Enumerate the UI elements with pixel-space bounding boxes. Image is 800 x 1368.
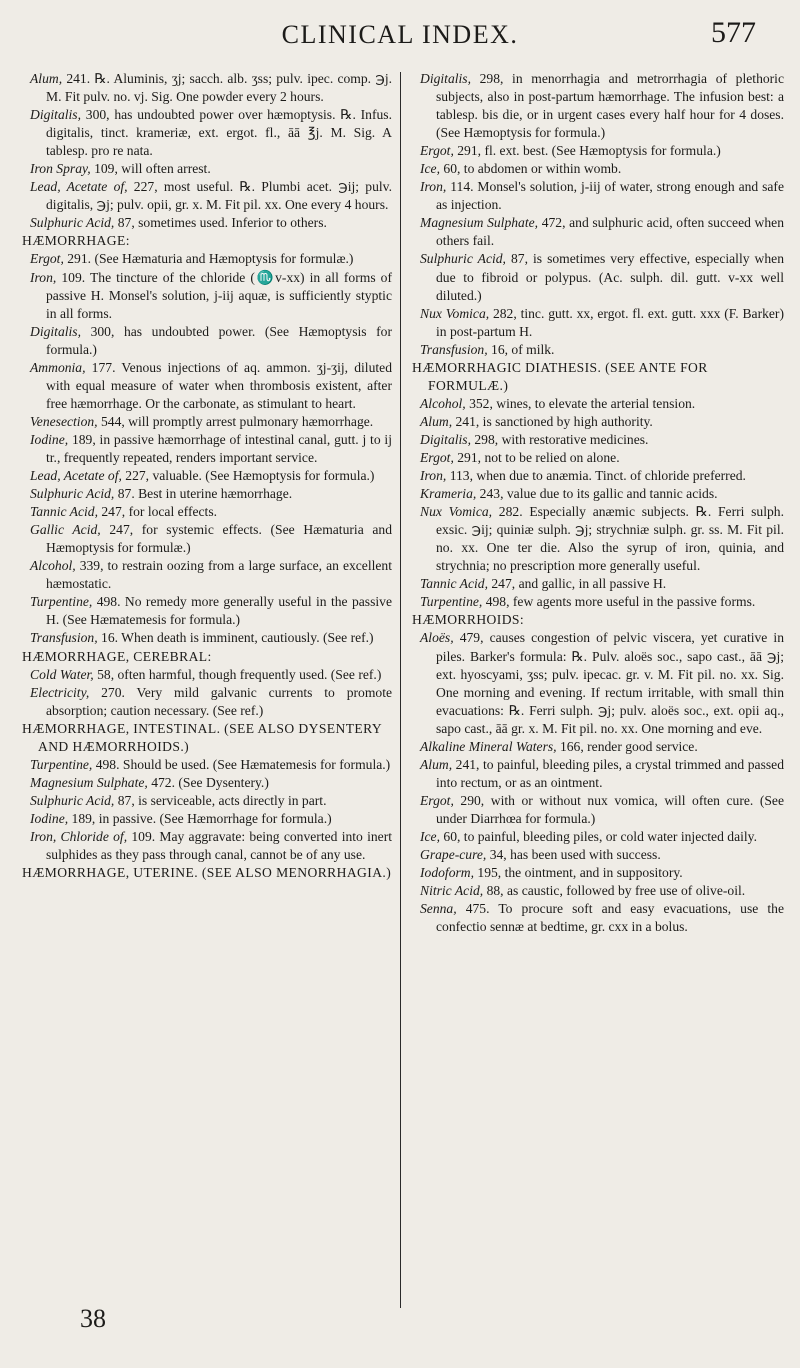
index-entry [22, 214, 392, 232]
index-entry [412, 341, 784, 359]
remedy-name: Lead, Acetate of, [30, 179, 128, 195]
remedy-name: Magnesium Sulphate, [30, 774, 148, 790]
entry-text: 282, tinc. gutt. xx, ergot. fl. ext. gutt. xxx (F. Barker) in post-partum H. [436, 305, 784, 339]
index-entry [22, 106, 392, 160]
remedy-name: Alum, [30, 71, 63, 86]
index-entry [412, 178, 784, 214]
entry-text: 166, render good service. [556, 738, 698, 754]
entry-text: 241, to painful, bleeding piles, a crystal trimmed and passed into rectum, or as an ointment. [436, 756, 784, 790]
entry-text: 544, will promptly arrest pulmonary hæmorrhage. [97, 413, 374, 429]
remedy-name: Cold Water, [30, 666, 94, 682]
remedy-name: Venesection, [30, 413, 98, 429]
entry-text: 60, to painful, bleeding piles, or cold water injected daily. [440, 828, 757, 844]
remedy-name: Transfusion, [420, 341, 488, 357]
remedy-name: Gallic Acid, [30, 522, 101, 538]
index-entry [412, 882, 784, 900]
index-entry [412, 503, 784, 575]
running-title: CLINICAL INDEX. [281, 20, 519, 49]
index-entry [412, 846, 784, 864]
entry-text: 87, sometimes used. Inferior to others. [114, 215, 327, 231]
index-heading: HÆMORRHAGE, CEREBRAL: [22, 648, 212, 664]
entry-text: 60, to abdomen or within womb. [440, 161, 622, 177]
index-entry [412, 593, 784, 611]
index-entry [22, 629, 392, 647]
remedy-name: Sulphuric Acid, [420, 251, 506, 267]
index-entry [412, 756, 784, 792]
entry-text: 189, in passive. (See Hæmorrhage for formula.) [68, 810, 332, 826]
page-number: 577 [711, 16, 756, 49]
entry-text: 298, in menorrhagia and metrorrhagia of plethoric subjects, also in post-partum hæmorrhage. The infusion best: a tablesp. bis die, or in urgent cases every half hour for 4 doses. (See Hæmoptysis for formula.) [436, 71, 784, 141]
index-entry [22, 521, 392, 557]
entry-text: 227, valuable. (See Hæmoptysis for formula.) [121, 468, 375, 484]
remedy-name: Magnesium Sulphate, [420, 215, 539, 231]
remedy-name: Iodoform, [420, 865, 474, 881]
index-entry [22, 792, 392, 810]
entry-text: 498. No remedy more generally useful in the passive H. (See Hæmatemesis for formula.) [46, 594, 392, 628]
entry-text: 87. Best in uterine hæmorrhage. [114, 486, 293, 502]
entry-text: 472. (See Dysentery.) [147, 774, 269, 790]
index-entry [22, 557, 392, 593]
remedy-name: Sulphuric Acid, [30, 792, 115, 808]
index-entry [412, 413, 784, 431]
entry-text: 291. (See Hæmaturia and Hæmoptysis for formulæ.) [63, 251, 354, 267]
remedy-name: Alum, [420, 756, 453, 772]
entry-text: 243, value due to its gallic and tannic acids. [476, 486, 718, 502]
index-entry [22, 756, 392, 774]
remedy-name: Iron, [30, 269, 57, 285]
remedy-name: Digitalis, [30, 323, 81, 339]
remedy-name: Alum, [420, 413, 453, 429]
remedy-name: Nitric Acid, [420, 883, 484, 899]
entry-text: 109. The tincture of the chloride (♏v-xx) in all forms of passive H. Monsel's solution, j-iij aquæ, is sufficiently styptic in all forms. [46, 269, 392, 321]
entry-text: 290, with or without nux vomica, will often cure. (See under Diarrhœa for formula.) [436, 792, 784, 826]
index-heading: HÆMORRHAGIC DIATHESIS. (SEE ANTE FOR FORMULÆ.) [412, 359, 708, 393]
entry-text: 298, with restorative medicines. [470, 431, 649, 447]
index-entry [412, 250, 784, 304]
entry-text: 87, is serviceable, acts directly in part. [114, 792, 327, 808]
index-entry [22, 774, 392, 792]
entry-text: 34, has been used with success. [486, 847, 661, 863]
index-entry [22, 323, 392, 359]
remedy-name: Nux Vomica, [420, 504, 493, 520]
index-entry [22, 250, 392, 268]
remedy-name: Turpentine, [420, 594, 483, 610]
index-entry [412, 485, 784, 503]
remedy-name: Iron, Chloride of, [30, 828, 128, 844]
remedy-name: Alcohol, [30, 558, 76, 574]
entry-text: 16, of milk. [487, 341, 555, 357]
remedy-name: Ergot, [420, 143, 454, 159]
remedy-name: Ammonia, [30, 359, 86, 375]
index-heading: HÆMORRHAGE, UTERINE. (SEE ALSO MENORRHAGIA.) [22, 865, 392, 881]
remedy-name: Alcohol, [420, 395, 466, 411]
entry-text: 498. Should be used. (See Hæmatemesis for formula.) [92, 756, 391, 772]
entry-text: 300, has undoubted power over hæmoptysis. ℞. Infus. digitalis, tinct. krameriæ, ext. ergot. fl., āā ℥j. M. Sig. A tablesp. pro re nata. [46, 107, 392, 159]
signature-mark: 38 [80, 1304, 106, 1333]
index-entry [22, 684, 392, 720]
index-heading: HÆMORRHAGE: [22, 233, 130, 249]
index-entry [412, 214, 784, 250]
entry-text: 270. Very mild galvanic currents to promote absorption; caution necessary. (See ref.) [46, 684, 392, 718]
entry-text: 247, for systemic effects. (See Hæmaturia and Hæmoptysis for formulæ.) [46, 522, 392, 556]
remedy-name: Ergot, [30, 251, 64, 267]
entry-text: 241. ℞. Aluminis, ʒj; sacch. alb. ʒss; pulv. ipec. comp. ℈j. M. Fit pulv. no. vj. Sig. One powder every 2 hours. [46, 71, 392, 105]
remedy-name: Iodine, [30, 431, 69, 447]
index-entry [412, 467, 784, 485]
index-entry [22, 431, 392, 467]
index-entry [22, 503, 392, 521]
remedy-name: Digitalis, [420, 71, 471, 86]
entry-text: 282. Especially anæmic subjects. ℞. Ferri sulph. exsic. ℈ij; quiniæ sulph. ℈j; strychniæ sulph. gr. ss. M. Fit pil. no. xx. One ter die. Also the syrup of iron, quinia, and strychnia; no prescription more generally useful. [436, 504, 784, 574]
remedy-name: Tannic Acid, [420, 576, 488, 592]
index-entry [22, 810, 392, 828]
entry-text: 227, most useful. ℞. Plumbi acet. ℈ij; pulv. digitalis, ℈j; pulv. opii, gr. x. M. Fit pil. xx. One every 4 hours. [46, 179, 392, 213]
entry-text: 498, few agents more useful in the passive forms. [482, 594, 756, 610]
remedy-name: Grape-cure, [420, 847, 487, 863]
entry-text: 352, wines, to elevate the arterial tension. [465, 395, 696, 411]
index-entry [412, 900, 784, 936]
entry-text: 109, will often arrest. [90, 161, 211, 177]
index-entry [22, 828, 392, 864]
remedy-name: Ice, [420, 161, 440, 177]
entry-text: 109. May aggravate: being converted into inert sulphides as they pass through canal, cannot be of any use. [46, 828, 392, 863]
index-entry [412, 160, 784, 178]
index-entry [22, 160, 392, 178]
index-entry [412, 738, 784, 756]
entry-text: 177. Venous injections of aq. ammon. ʒj-ʒij, diluted with equal measure of water when thrombosis existent, after free hæmorrhage. Or the carbonate, as stimulant to heart. [46, 359, 392, 411]
index-entry [22, 593, 392, 629]
entry-text: 291, fl. ext. best. (See Hæmoptysis for formula.) [453, 143, 721, 159]
index-entry [412, 431, 784, 449]
remedy-name: Sulphuric Acid, [30, 215, 115, 231]
index-entry [22, 666, 392, 684]
entry-text: 247, for local effects. [97, 504, 218, 520]
remedy-name: Ice, [420, 828, 440, 844]
index-entry [412, 629, 784, 737]
index-heading: HÆMORRHOIDS: [412, 612, 525, 628]
index-entry [22, 178, 392, 214]
remedy-name: Iron, [420, 179, 447, 195]
entry-text: 339, to restrain oozing from a large surface, an excellent hæmostatic. [46, 558, 392, 592]
index-entry [412, 142, 784, 160]
index-entry [412, 70, 784, 142]
entry-text: 475. To procure soft and easy evacuations, use the confectio sennæ at bedtime, gr. cxx in a bolus. [436, 901, 784, 935]
page-header [0, 16, 800, 56]
entry-text: 189, in passive hæmorrhage of intestinal canal, gutt. j to ij tr., frequently repeated, renders important service. [46, 431, 392, 465]
index-entry [412, 575, 784, 593]
column-divider [400, 72, 401, 1308]
remedy-name: Iron Spray, [30, 161, 91, 177]
remedy-name: Krameria, [420, 486, 477, 502]
left-column [22, 70, 392, 882]
entry-text: 16. When death is imminent, cautiously. (See ref.) [97, 630, 374, 646]
index-entry [412, 395, 784, 413]
remedy-name: Sulphuric Acid, [30, 486, 115, 502]
remedy-name: Nux Vomica, [420, 305, 490, 321]
entry-text: 195, the ointment, and in suppository. [474, 865, 683, 881]
entry-text: 87, is sometimes very effective, especially when due to fibroid or polypus. (Ac. sulph. dil. gutt. v-xx well diluted.) [436, 251, 784, 303]
entry-text: 291, not to be relied on alone. [453, 449, 620, 465]
remedy-name: Iodine, [30, 810, 69, 826]
remedy-name: Alkaline Mineral Waters, [420, 738, 557, 754]
entry-text: 241, is sanctioned by high authority. [452, 413, 653, 429]
index-entry [412, 305, 784, 341]
index-entry [22, 359, 392, 413]
remedy-name: Turpentine, [30, 594, 93, 610]
remedy-name: Electricity, [30, 684, 90, 700]
entry-text: 113, when due to anæmia. Tinct. of chloride preferred. [446, 468, 746, 484]
remedy-name: Turpentine, [30, 756, 93, 772]
entry-text: 88, as caustic, followed by free use of olive-oil. [483, 883, 746, 899]
index-entry [412, 792, 784, 828]
remedy-name: Transfusion, [30, 630, 98, 646]
remedy-name: Lead, Acetate of, [30, 468, 122, 484]
remedy-name: Aloës, [420, 630, 454, 646]
index-entry [22, 269, 392, 323]
index-entry [412, 449, 784, 467]
entry-text: 300, has undoubted power. (See Hæmoptysis for formula.) [46, 323, 392, 357]
entry-text: 472, and sulphuric acid, often succeed when others fail. [436, 215, 784, 249]
entry-text: 114. Monsel's solution, j-iij of water, strong enough and safe as injection. [436, 179, 784, 213]
entry-text: 58, often harmful, though frequently used. (See ref.) [93, 666, 382, 682]
index-entry [22, 413, 392, 431]
remedy-name: Tannic Acid, [30, 504, 98, 520]
index-entry [22, 467, 392, 485]
index-heading: HÆMORRHAGE, INTESTINAL. (SEE ALSO DYSENTERY AND HÆMORRHOIDS.) [22, 720, 382, 754]
index-entry [22, 485, 392, 503]
remedy-name: Digitalis, [420, 431, 471, 447]
index-entry [412, 828, 784, 846]
remedy-name: Ergot, [420, 792, 454, 808]
remedy-name: Digitalis, [30, 107, 81, 123]
entry-text: 247, and gallic, in all passive H. [487, 576, 667, 592]
index-entry [22, 70, 392, 106]
index-entry [412, 864, 784, 882]
remedy-name: Ergot, [420, 449, 454, 465]
remedy-name: Senna, [420, 901, 457, 917]
entry-text: 479, causes congestion of pelvic viscera, yet curative in piles. Barker's formula: ℞. Pulv. aloës soc., sapo cast., āā ℈j; ext. hyoscyami, ʒss; pulv. ipecac. gr. v. M. Fit pil. no. xx. Sig. One morning and evening. If rectum irritable, with small thin evacuations: ℞. Ferri sulph. ℈j; pulv. aloës soc., ext. opii aq., sapo cast., āā gr. x. M. Fit pil. no. xx. One morning and eve. [436, 630, 784, 736]
right-column [412, 70, 784, 936]
remedy-name: Iron, [420, 468, 447, 484]
